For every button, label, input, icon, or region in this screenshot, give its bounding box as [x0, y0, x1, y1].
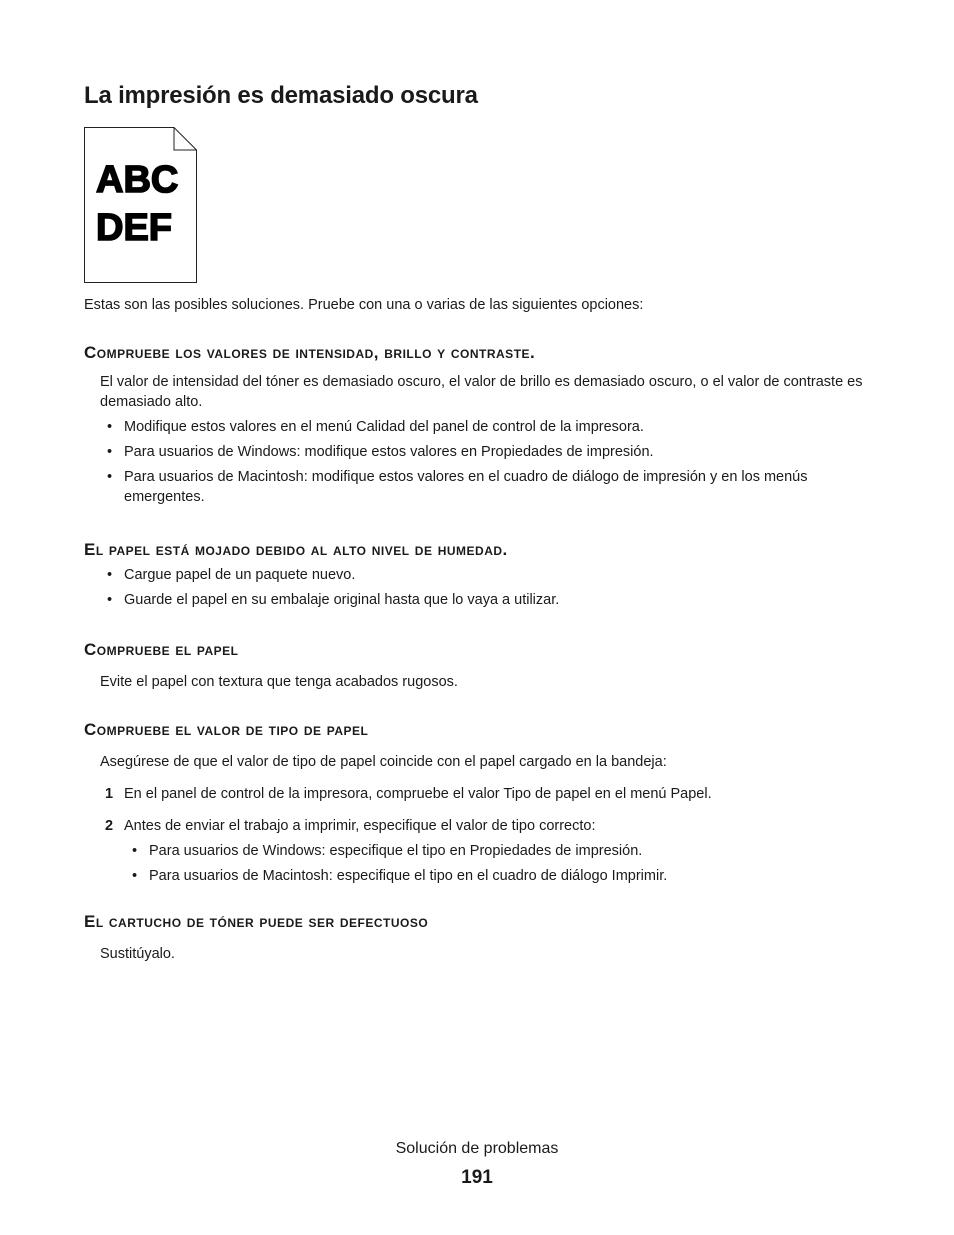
dark-print-sample-figure: [84, 127, 197, 283]
step-text: Antes de enviar el trabajo a imprimir, especifique el valor de tipo correcto:: [124, 818, 596, 834]
list-item: • Modifique estos valores en el menú Calidad del panel de control de la impresora.: [107, 419, 644, 435]
section-humidity: [84, 540, 884, 615]
bullet-icon: •: [132, 843, 138, 859]
section-check-paper: [84, 640, 884, 692]
figure-line-2: DEF: [96, 207, 172, 249]
list-item: • Para usuarios de Macintosh: especifique el tipo en el cuadro de diálogo Imprimir.: [132, 868, 668, 884]
section-heading: El papel está mojado debido al alto nivel de humedad.: [84, 540, 508, 559]
section-paragraph: Sustitúyalo.: [100, 946, 175, 962]
list-item: • Para usuarios de Windows: modifique estos valores en Propiedades de impresión.: [107, 444, 654, 460]
section-paragraph: Evite el papel con textura que tenga acabados rugosos.: [100, 674, 458, 690]
bullet-icon: •: [107, 419, 113, 435]
section-heading: Compruebe el valor de tipo de papel: [84, 720, 369, 739]
page-number: 191: [461, 1167, 493, 1188]
footer-label: Solución de problemas: [395, 1140, 559, 1157]
section-toner: [84, 912, 884, 964]
section-heading: Compruebe el papel: [84, 640, 239, 659]
step-number: 2: [105, 818, 114, 834]
section-heading: El cartucho de tóner puede ser defectuoso: [84, 912, 429, 931]
bullet-icon: •: [107, 469, 113, 485]
list-item: • Para usuarios de Windows: especifique el tipo en Propiedades de impresión.: [132, 843, 643, 859]
section-heading: Compruebe los valores de intensidad, brillo y contraste.: [84, 343, 536, 362]
intro-text: Estas son las posibles soluciones. Pruebe con una o varias de las siguientes opciones:: [84, 297, 644, 313]
section-paragraph: Asegúrese de que el valor de tipo de papel coincide con el papel cargado en la bandeja:: [100, 754, 667, 770]
step-item: [105, 816, 884, 886]
step-item: [105, 784, 884, 804]
section-intensity: [84, 343, 884, 512]
list-item: • Para usuarios de Macintosh: modifique estos valores en el cuadro de diálogo de impresión y en los menús emergentes.: [107, 469, 808, 505]
step-text: En el panel de control de la impresora, compruebe el valor Tipo de papel en el menú Papel.: [124, 786, 712, 802]
section-paragraph: El valor de intensidad del tóner es demasiado oscuro, el valor de brillo es demasiado oscuro, o el valor de contraste es demasiado alto.: [100, 374, 863, 410]
bullet-icon: •: [132, 868, 138, 884]
figure-line-1: ABC: [96, 159, 179, 201]
page-title: La impresión es demasiado oscura: [84, 82, 478, 109]
bullet-icon: •: [107, 444, 113, 460]
bullet-icon: •: [107, 592, 113, 608]
section-paper-type: [84, 720, 884, 891]
bullet-icon: •: [107, 567, 113, 583]
list-item: • Guarde el papel en su embalaje original hasta que lo vaya a utilizar.: [107, 592, 560, 608]
step-number: 1: [105, 786, 114, 802]
list-item: • Cargue papel de un paquete nuevo.: [107, 567, 356, 583]
page-outline: [85, 128, 197, 283]
